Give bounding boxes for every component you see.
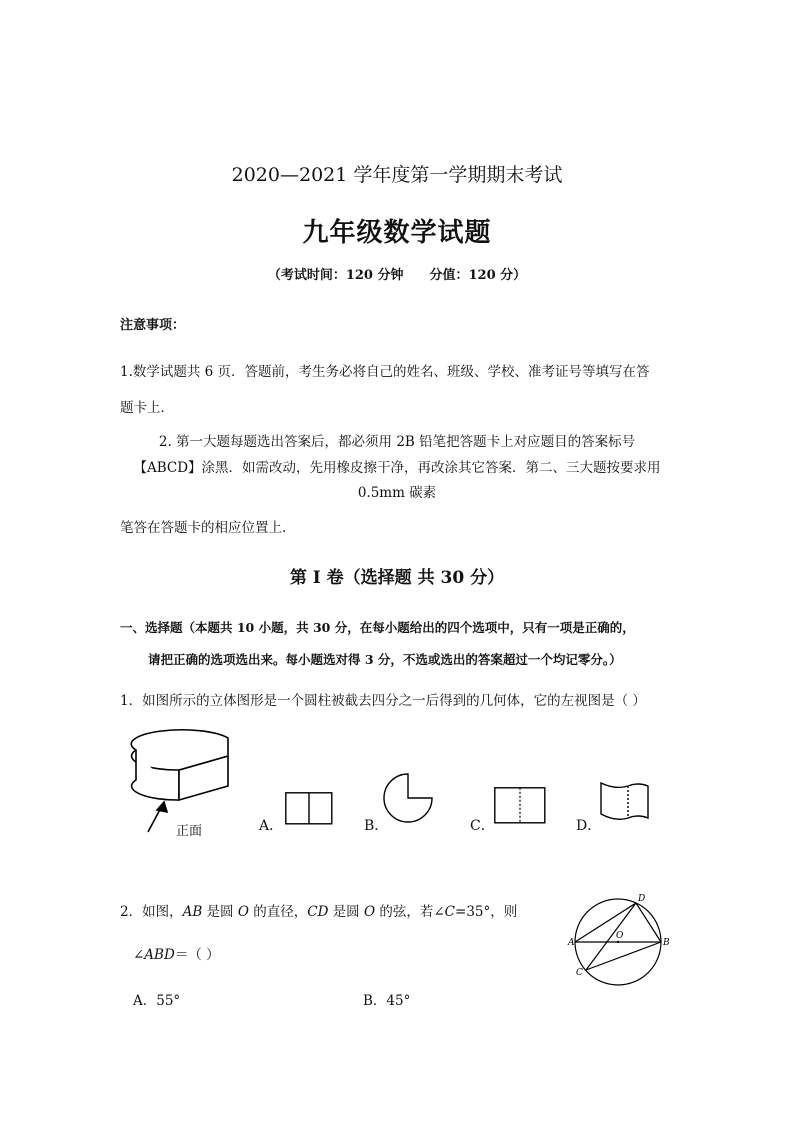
note-1-line-2: 题卡上． xyxy=(120,400,174,416)
note-1-line-1: 1.数学试题共 6 页．答题前，考生务必将自己的姓名、班级、学校、准考证号等填写在答 xyxy=(120,364,650,380)
point-b-label: B xyxy=(663,938,670,948)
subject-title: 九年级数学试题 xyxy=(302,218,492,248)
question-1-stem: 1．如图所示的立体图形是一个圆柱被截去四分之一后得到的几何体，它的左视图是（ ） xyxy=(120,693,646,709)
exam-time: （考试时间：120 分钟 xyxy=(267,268,404,283)
q1-option-d-figure xyxy=(598,778,652,824)
exam-title: 2020—2021 学年度第一学期期末考试 xyxy=(231,164,563,186)
question-2-stem: 2．如图，AB 是圆 O 的直径，CD 是圆 O 的弦，若∠C=35°，则 xyxy=(120,904,518,920)
note-2-line-3: 0.5mm 碳素 xyxy=(357,485,437,501)
q2-circle-figure xyxy=(568,892,678,992)
section-title: 第 I 卷（选择题 共 30 分） xyxy=(289,568,505,588)
exam-score: 分值：120 分） xyxy=(429,268,527,283)
point-d-label: D xyxy=(638,894,646,904)
notes-heading: 注意事项： xyxy=(120,318,186,333)
q2-option-b: B．45° xyxy=(363,993,411,1009)
note-2-line-2: 【ABCD】涂黑．如需改动，先用橡皮擦干净，再改涂其它答案．第二、三大题按要求用 xyxy=(133,460,661,476)
q1-option-b-figure xyxy=(384,772,436,826)
point-c-label: C xyxy=(576,968,583,978)
part1-instructions-line-2: 请把正确的选项选出来。每小题选对得 3 分，不选或选出的答案超过一个均记零分。） xyxy=(148,652,622,667)
q1-option-c-figure xyxy=(494,787,546,825)
note-2-line-4: 笔答在答题卡的相应位置上. xyxy=(120,520,287,536)
exam-meta xyxy=(0,264,794,283)
q1-option-d-label: D． xyxy=(576,818,602,834)
q1-option-c-label: C． xyxy=(470,818,495,834)
front-view-label: 正面 xyxy=(176,824,203,839)
point-a-label: A xyxy=(568,938,575,948)
point-o-label: O xyxy=(616,931,624,941)
note-2-line-1: 2. 第一大题每题选出答案后，都必须用 2B 铅笔把答题卡上对应题目的答案标号 xyxy=(158,434,636,450)
question-2-stem-line-2: ∠ABD＝（ ） xyxy=(133,947,220,963)
q2-option-a: A．55° xyxy=(133,993,181,1009)
part1-instructions-line-1: 一、选择题（本题共 10 小题，共 30 分，在每小题给出的四个选项中，只有一项是正确的， xyxy=(120,620,635,635)
q1-option-a-figure xyxy=(285,792,333,826)
q1-option-b-label: B． xyxy=(364,818,389,834)
q1-option-a-label: A． xyxy=(259,818,284,834)
